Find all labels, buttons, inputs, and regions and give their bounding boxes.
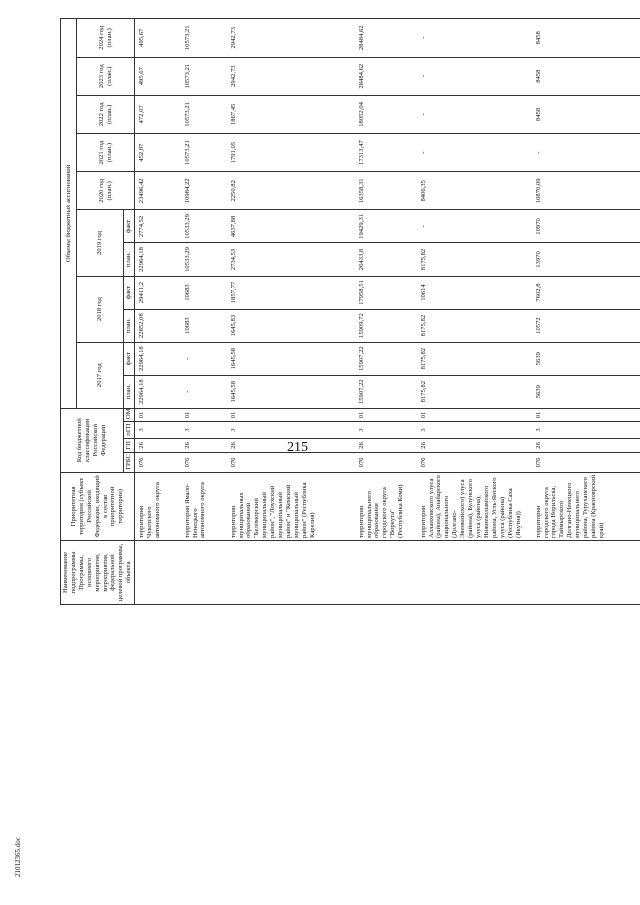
cell-pgp: 3 — [532, 422, 640, 439]
cell-2023: 10573,21 — [181, 57, 227, 95]
cell-fact-2017: 22964,18 — [135, 342, 181, 375]
cell-plan-2019: 22964,18 — [135, 243, 181, 276]
cell-om: 01 — [135, 408, 181, 421]
header-2022: 2022 год (план.) — [77, 95, 135, 133]
cell-2023: 8458 — [532, 57, 640, 95]
row-territory: территории городского округа города Норильска, Таймырского Долгано-Ненецкого муниципального района, Туруханского района (Красноярский край) — [532, 472, 640, 540]
cell-2020: 8406,35 — [417, 172, 532, 210]
cell-2020: 16358,31 — [355, 172, 417, 210]
table-row — [181, 19, 227, 605]
page-number: 215 — [287, 440, 308, 455]
cell-pgp: 3 — [355, 422, 417, 439]
cell-om: 01 — [355, 408, 417, 421]
cell-plan-2018: 10683 — [181, 309, 227, 342]
cell-2023: - — [417, 57, 532, 95]
cell-2022: - — [417, 95, 532, 133]
cell-2023: 495,67 — [135, 57, 181, 95]
cell-pgp: 3 — [135, 422, 181, 439]
cell-2021: 10573,21 — [181, 133, 227, 171]
cell-2021: 17313,47 — [355, 133, 417, 171]
cell-plan-2019: 2734,53 — [227, 243, 355, 276]
cell-2022: 472,07 — [135, 95, 181, 133]
row-territory: территории Аллаиховского улуса (района), Анабарского национального (Долгано-Эвенкийского) улуса (района), Булунского улуса (района), Нижнеколымского района, Усть-Янского улуса (района) (Республика Саха (Якутия)) — [417, 472, 532, 540]
cell-plan-2018: 10572 — [532, 309, 640, 342]
cell-gp: 26 — [417, 438, 532, 452]
cell-plan-2018: 1645,83 — [227, 309, 355, 342]
cell-2024: 2942,73 — [227, 19, 355, 58]
cell-plan-2017: 8175,82 — [417, 375, 532, 408]
header-om: ОМ — [124, 408, 135, 421]
cell-plan-2017: 22964,18 — [135, 375, 181, 408]
cell-grbs: 076 — [227, 453, 355, 473]
cell-gp: 26 — [135, 438, 181, 452]
cell-plan-2018: 8175,82 — [417, 309, 532, 342]
cell-2024: - — [417, 19, 532, 58]
cell-om: 01 — [532, 408, 640, 421]
cell-plan-2018: 22852,08 — [135, 309, 181, 342]
row-territory: территории муниципальных образований "Беломорский муниципальный район", "Лоухский муниципальный район" и "Кемский муниципальный район" (Республика Карелия) — [227, 472, 355, 540]
row-name — [355, 540, 417, 604]
header-pgp: пГП — [124, 422, 135, 439]
cell-plan-2017: - — [181, 375, 227, 408]
cell-2022: 18052,04 — [355, 95, 417, 133]
header-plan-2018: план. — [124, 309, 135, 342]
cell-grbs: 076 — [417, 453, 532, 473]
cell-fact-2017: - — [181, 342, 227, 375]
cell-gp: 26 — [532, 438, 640, 452]
header-fact-2019: факт — [124, 210, 135, 243]
cell-2021: - — [417, 133, 532, 171]
cell-2022: 10573,21 — [181, 95, 227, 133]
cell-grbs: 076 — [181, 453, 227, 473]
row-territory: территории муниципального образования городского округа "Воркута" (Республика Коми) — [355, 472, 417, 540]
row-name — [532, 540, 640, 604]
header-plan-2017: план. — [124, 375, 135, 408]
cell-fact-2017: 15907,22 — [355, 342, 417, 375]
header-name: Наименование подпрограммы Программы, основного мероприятия, мероприятия, федеральной целевой программы, объекта — [61, 540, 135, 604]
cell-2024: 10573,21 — [181, 19, 227, 58]
budget-table — [60, 18, 640, 605]
cell-fact-2018: 7602,8 — [532, 276, 640, 309]
header-fact-2017: факт — [124, 342, 135, 375]
cell-gp: 26 — [355, 438, 417, 452]
cell-2024: 28484,62 — [355, 19, 417, 58]
table-row — [417, 19, 532, 605]
cell-2023: 2942,73 — [227, 57, 355, 95]
cell-plan-2018: 15909,72 — [355, 309, 417, 342]
cell-plan-2019: 10533,29 — [181, 243, 227, 276]
cell-om: 01 — [417, 408, 532, 421]
cell-plan-2019: 26433,8 — [355, 243, 417, 276]
row-name — [135, 540, 181, 604]
header-fact-2018: факт — [124, 276, 135, 309]
cell-grbs: 076 — [532, 453, 640, 473]
cell-grbs: 076 — [135, 453, 181, 473]
cell-2020: 23496,42 — [135, 172, 181, 210]
cell-pgp: 3 — [181, 422, 227, 439]
cell-fact-2018: 10683 — [181, 276, 227, 309]
footer-code: 21012365.doc — [14, 837, 22, 877]
cell-pgp: 3 — [417, 422, 532, 439]
header-plan-2019: план. — [124, 243, 135, 276]
cell-gp: 26 — [227, 438, 355, 452]
cell-fact-2019: 10533,29 — [181, 210, 227, 243]
cell-2022: 8458 — [532, 95, 640, 133]
cell-plan-2019: 8175,82 — [417, 243, 532, 276]
header-2023: 2023 год (план.) — [77, 57, 135, 95]
cell-grbs: 076 — [355, 453, 417, 473]
cell-plan-2017: 5639 — [532, 375, 640, 408]
row-name — [181, 540, 227, 604]
cell-fact-2017: 1645,58 — [227, 342, 355, 375]
cell-2021: 1791,05 — [227, 133, 355, 171]
cell-plan-2017: 15907,22 — [355, 375, 417, 408]
header-2018: 2018 год — [77, 276, 124, 342]
cell-fact-2018: 1857,77 — [227, 276, 355, 309]
header-territory: Приоритетная территория (субъект Российской Федерации, входящий в состав приоритетной территории) — [61, 472, 135, 540]
cell-pgp: 3 — [227, 422, 355, 439]
cell-gp: 26 — [181, 438, 227, 452]
row-territory: территории Чукотского автономного округа — [135, 472, 181, 540]
cell-2020: 10870,09 — [532, 172, 640, 210]
cell-fact-2019: 4637,88 — [227, 210, 355, 243]
header-2019: 2019 год — [77, 210, 124, 276]
cell-fact-2019: 19429,31 — [355, 210, 417, 243]
row-name — [417, 540, 532, 604]
rotated-table-wrapper — [60, 18, 615, 605]
cell-plan-2019: 13970 — [532, 243, 640, 276]
header-volume: Объемы бюджетных ассигнований — [61, 19, 77, 409]
cell-fact-2018: 29411,2 — [135, 276, 181, 309]
header-2020: 2020 год (план.) — [77, 172, 135, 210]
cell-2023: 28484,62 — [355, 57, 417, 95]
cell-2022: 1867,45 — [227, 95, 355, 133]
cell-plan-2017: 1645,58 — [227, 375, 355, 408]
cell-fact-2019: - — [417, 210, 532, 243]
row-name — [227, 540, 355, 604]
cell-fact-2019: 2774,52 — [135, 210, 181, 243]
cell-2020: 2250,82 — [227, 172, 355, 210]
header-2021: 2021 год (план.) — [77, 133, 135, 171]
cell-2021: 452,87 — [135, 133, 181, 171]
cell-2024: 8458 — [532, 19, 640, 58]
cell-2024: 495,67 — [135, 19, 181, 58]
table-row — [227, 19, 355, 605]
table-row — [532, 19, 640, 605]
footer — [0, 837, 28, 905]
header-2024: 2024 год (план.) — [77, 19, 135, 58]
cell-fact-2017: 8175,82 — [417, 342, 532, 375]
cell-om: 01 — [227, 408, 355, 421]
header-grbs: ГРБС — [124, 453, 135, 473]
header-2017: 2017 год — [77, 342, 124, 408]
cell-om: 01 — [181, 408, 227, 421]
table-row — [135, 19, 181, 605]
cell-2021: - — [532, 133, 640, 171]
header-budget-code: Код бюджетной классификации Российской Федерации — [61, 408, 124, 472]
cell-fact-2018: 10614 — [417, 276, 532, 309]
cell-fact-2017: 5639 — [532, 342, 640, 375]
cell-fact-2019: 10970 — [532, 210, 640, 243]
header-gp: ГП — [124, 438, 135, 452]
cell-2020: 10984,22 — [181, 172, 227, 210]
cell-fact-2018: 17958,51 — [355, 276, 417, 309]
table-row — [355, 19, 417, 605]
row-territory: территории Ямало-Ненецкого автономного округа — [181, 472, 227, 540]
